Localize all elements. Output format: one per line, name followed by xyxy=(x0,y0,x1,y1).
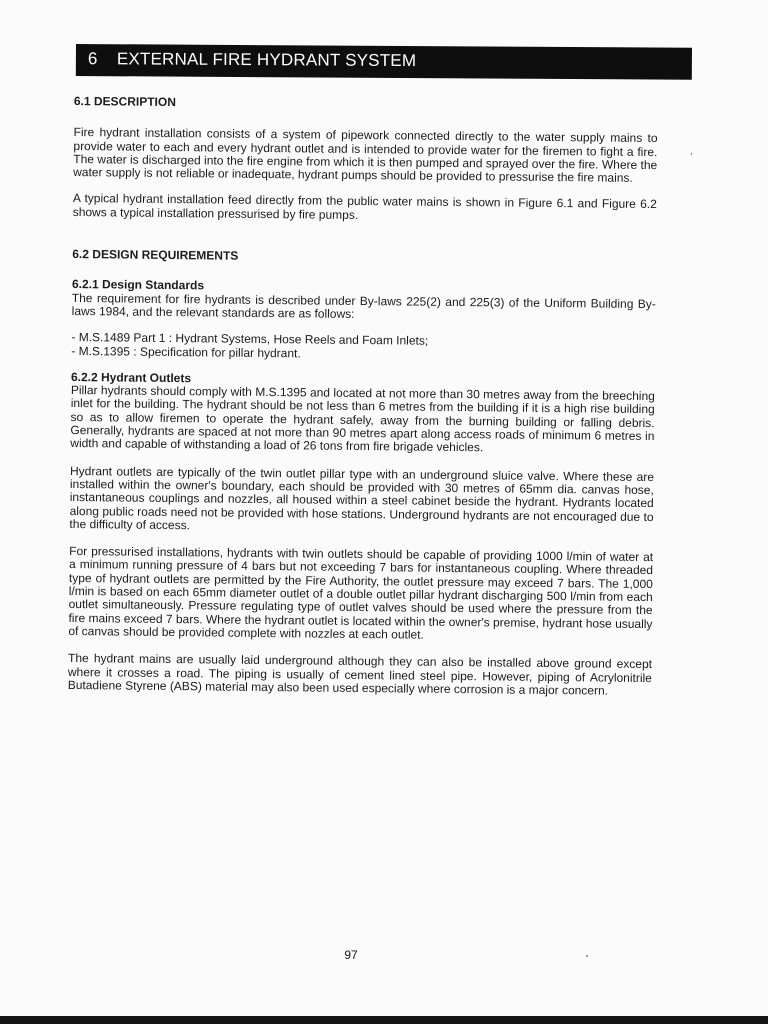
subsection-heading-6-2-2: 6.2.2 Hydrant Outlets xyxy=(70,369,192,386)
paragraph-description-2: A typical hydrant installation feed directly from the public water mains is shown in Figure 6.1 and Figure 6.2 shows a typical installation pressurised by fire pumps. xyxy=(72,191,657,222)
standards-list xyxy=(71,331,655,364)
page-content xyxy=(68,92,658,698)
scan-bottom-edge xyxy=(0,1016,768,1024)
paragraph-hydrant-outlets-4: The hydrant mains are usually laid underground although they can also be installed above ground except where it crosses a road. The piping is usually of cement lined steel pipe. However, piping of Acrylonitrile Butadiene Styrene (ABS) material may also been used especially where corrosion is a major concern. xyxy=(67,651,653,698)
chapter-title: EXTERNAL FIRE HYDRANT SYSTEM xyxy=(116,49,417,71)
scan-speck xyxy=(586,955,588,957)
paragraph-description-1: Fire hydrant installation consists of a system of pipework connected directly to the water supply mains to provide water to each and every hydrant outlet and is intended to provide water for the firemen to fight a fire. The water is discharged into the fire engine from which it is then pumped and sprayed over the fire. Where the water supply is not reliable or inadequate, hydrant pumps should be provided to pressurise the fire mains. xyxy=(73,125,658,186)
paragraph-hydrant-outlets-3: For pressurised installations, hydrants with twin outlets should be capable of providing 1000 l/min of water at a minimum running pressure of 4 bars but not exceeding 7 bars for instantaneous coupling. Where threaded type of hydrant outlets are permitted by the Fire Authority, the outlet pressure may exceed 7 bars. The 1,000 l/min is based on each 65mm diameter outlet of a double outlet pillar hydrant discharging 500 l/min from each outlet simultaneously. Pressure regulating type of outlet valves should be used where the pressure from the fire mains exceed 7 bars. Where the hydrant outlet is located within the owner's premise, hydrant hose usually of canvas should be provided complete with nozzles at each outlet. xyxy=(68,544,654,642)
subsection-heading-6-2-1: 6.2.1 Design Standards xyxy=(71,277,205,293)
list-item: - M.S.1489 Part 1 : Hydrant Systems, Hose Reels and Foam Inlets; xyxy=(71,330,429,348)
chapter-number: 6 xyxy=(87,49,98,69)
list-item: - M.S.1395 : Specification for pillar hydrant. xyxy=(71,343,301,360)
paragraph-hydrant-outlets-1: Pillar hydrants should comply with M.S.1395 and located at not more than 30 metres away from the breeching inlet for the building. The hydrant should be not less than 6 metres from the building if it is a high rise building so as to allow firemen to operate the hydrant safely, away from the burning building or falling debris. Generally, hydrants are spaced at not more than 90 metres apart along access roads of minimum 6 metres in width and capable of withstanding a load of 26 tons from fire brigade vehicles. xyxy=(70,383,655,455)
section-heading-6-1: 6.1 DESCRIPTION xyxy=(73,93,177,110)
section-heading-6-2: 6.2 DESIGN REQUIREMENTS xyxy=(72,247,239,263)
margin-mark: , xyxy=(690,146,693,156)
paragraph-hydrant-outlets-2: Hydrant outlets are typically of the twin outlet pillar type with an underground sluice valve. Where these are installed within the owner's boundary, each should be provided with 30 metres of 65mm dia. canvas hose, instantaneous couplings and nozzles, all housed within a steel cabinet beside the hydrant. Hydrants located along public roads need not be provided with hose stations. Underground hydrants are not encouraged due to the difficulty of access. xyxy=(69,463,655,533)
paragraph-design-standards: The requirement for fire hydrants is described under By-laws 225(2) and 225(3) of the Uniform Building By-laws 1984, and the relevant standards are as follows: xyxy=(71,290,656,321)
chapter-header-bar xyxy=(76,44,692,80)
page-number: 97 xyxy=(344,948,358,962)
